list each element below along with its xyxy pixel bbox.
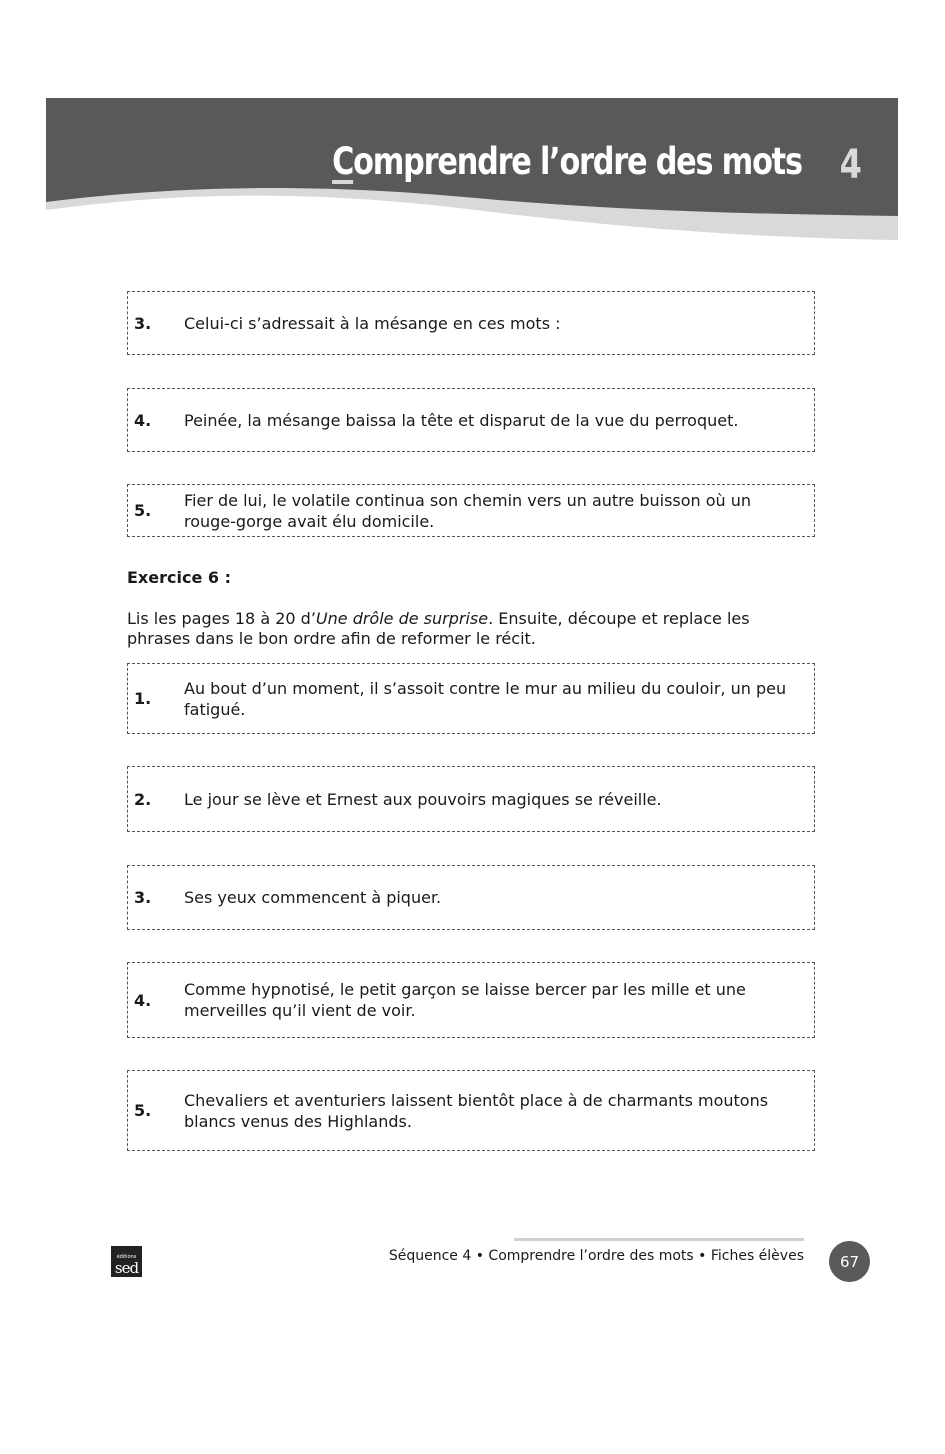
sentence-number: 4. <box>134 410 152 430</box>
title-rest: omprendre l’ordre des mots <box>353 140 802 183</box>
sentence-box[interactable] <box>127 962 815 1038</box>
sentence-number: 2. <box>134 789 152 809</box>
sequence-number: 4 <box>839 142 862 188</box>
sentence-number: 5. <box>134 1101 152 1120</box>
sentence-text: Chevaliers et aventuriers laissent bientôt place à de charmants moutons blancs venus des Highlands. <box>184 1090 769 1131</box>
sentence-box[interactable] <box>127 484 815 537</box>
sentence-number: 1. <box>134 689 152 708</box>
instruction-after: . Ensuite, découpe et replace les phrases dans le bon ordre afin de reformer le récit. <box>127 609 750 648</box>
sentence-box[interactable] <box>127 291 815 355</box>
sentence-number: 4. <box>134 990 152 1010</box>
publisher-logo <box>111 1246 142 1277</box>
sentence-number: 3. <box>134 888 152 907</box>
footer-divider <box>514 1238 804 1241</box>
sentence-text: Comme hypnotisé, le petit garçon se laisse bercer par les mille et une merveilles qu’il vient de voir. <box>184 980 746 1020</box>
page-number: 67 <box>829 1241 870 1282</box>
exercise-instruction <box>127 609 817 649</box>
logo-small-text: éditions <box>116 1254 137 1260</box>
sentence-text: Ses yeux commencent à piquer. <box>184 888 442 907</box>
sentence-box[interactable] <box>127 865 815 930</box>
sentence-text: Fier de lui, le volatile continua son chemin vers un autre buisson où un rouge-gorge avait élu domicile. <box>184 490 752 531</box>
sentence-box[interactable] <box>127 1070 815 1151</box>
sentence-text: Peinée, la mésange baissa la tête et disparut de la vue du perroquet. <box>184 410 739 430</box>
sentence-box[interactable] <box>127 388 815 452</box>
header-banner <box>46 98 898 250</box>
sentence-text: Au bout d’un moment, il s’assoit contre le mur au milieu du couloir, un peu fatigué. <box>184 678 787 719</box>
sentence-box[interactable] <box>127 766 815 832</box>
sentence-number: 3. <box>134 313 152 333</box>
book-title: Une drôle de surprise <box>315 609 489 628</box>
instruction-before: Lis les pages 18 à 20 d’ <box>127 609 316 628</box>
exercise-heading: Exercice 6 : <box>127 568 231 587</box>
logo-big-text: sed <box>114 1259 139 1277</box>
sentence-number: 5. <box>134 501 152 520</box>
title-first-letter: C <box>332 140 354 183</box>
sentence-text: Le jour se lève et Ernest aux pouvoirs magiques se réveille. <box>184 789 662 809</box>
sentence-text: Celui-ci s’adressait à la mésange en ces mots : <box>184 313 561 333</box>
footer-text: Séquence 4 • Comprendre l’ordre des mots • Fiches élèves <box>388 1248 804 1264</box>
page-title <box>332 140 802 183</box>
sentence-box[interactable] <box>127 663 815 734</box>
